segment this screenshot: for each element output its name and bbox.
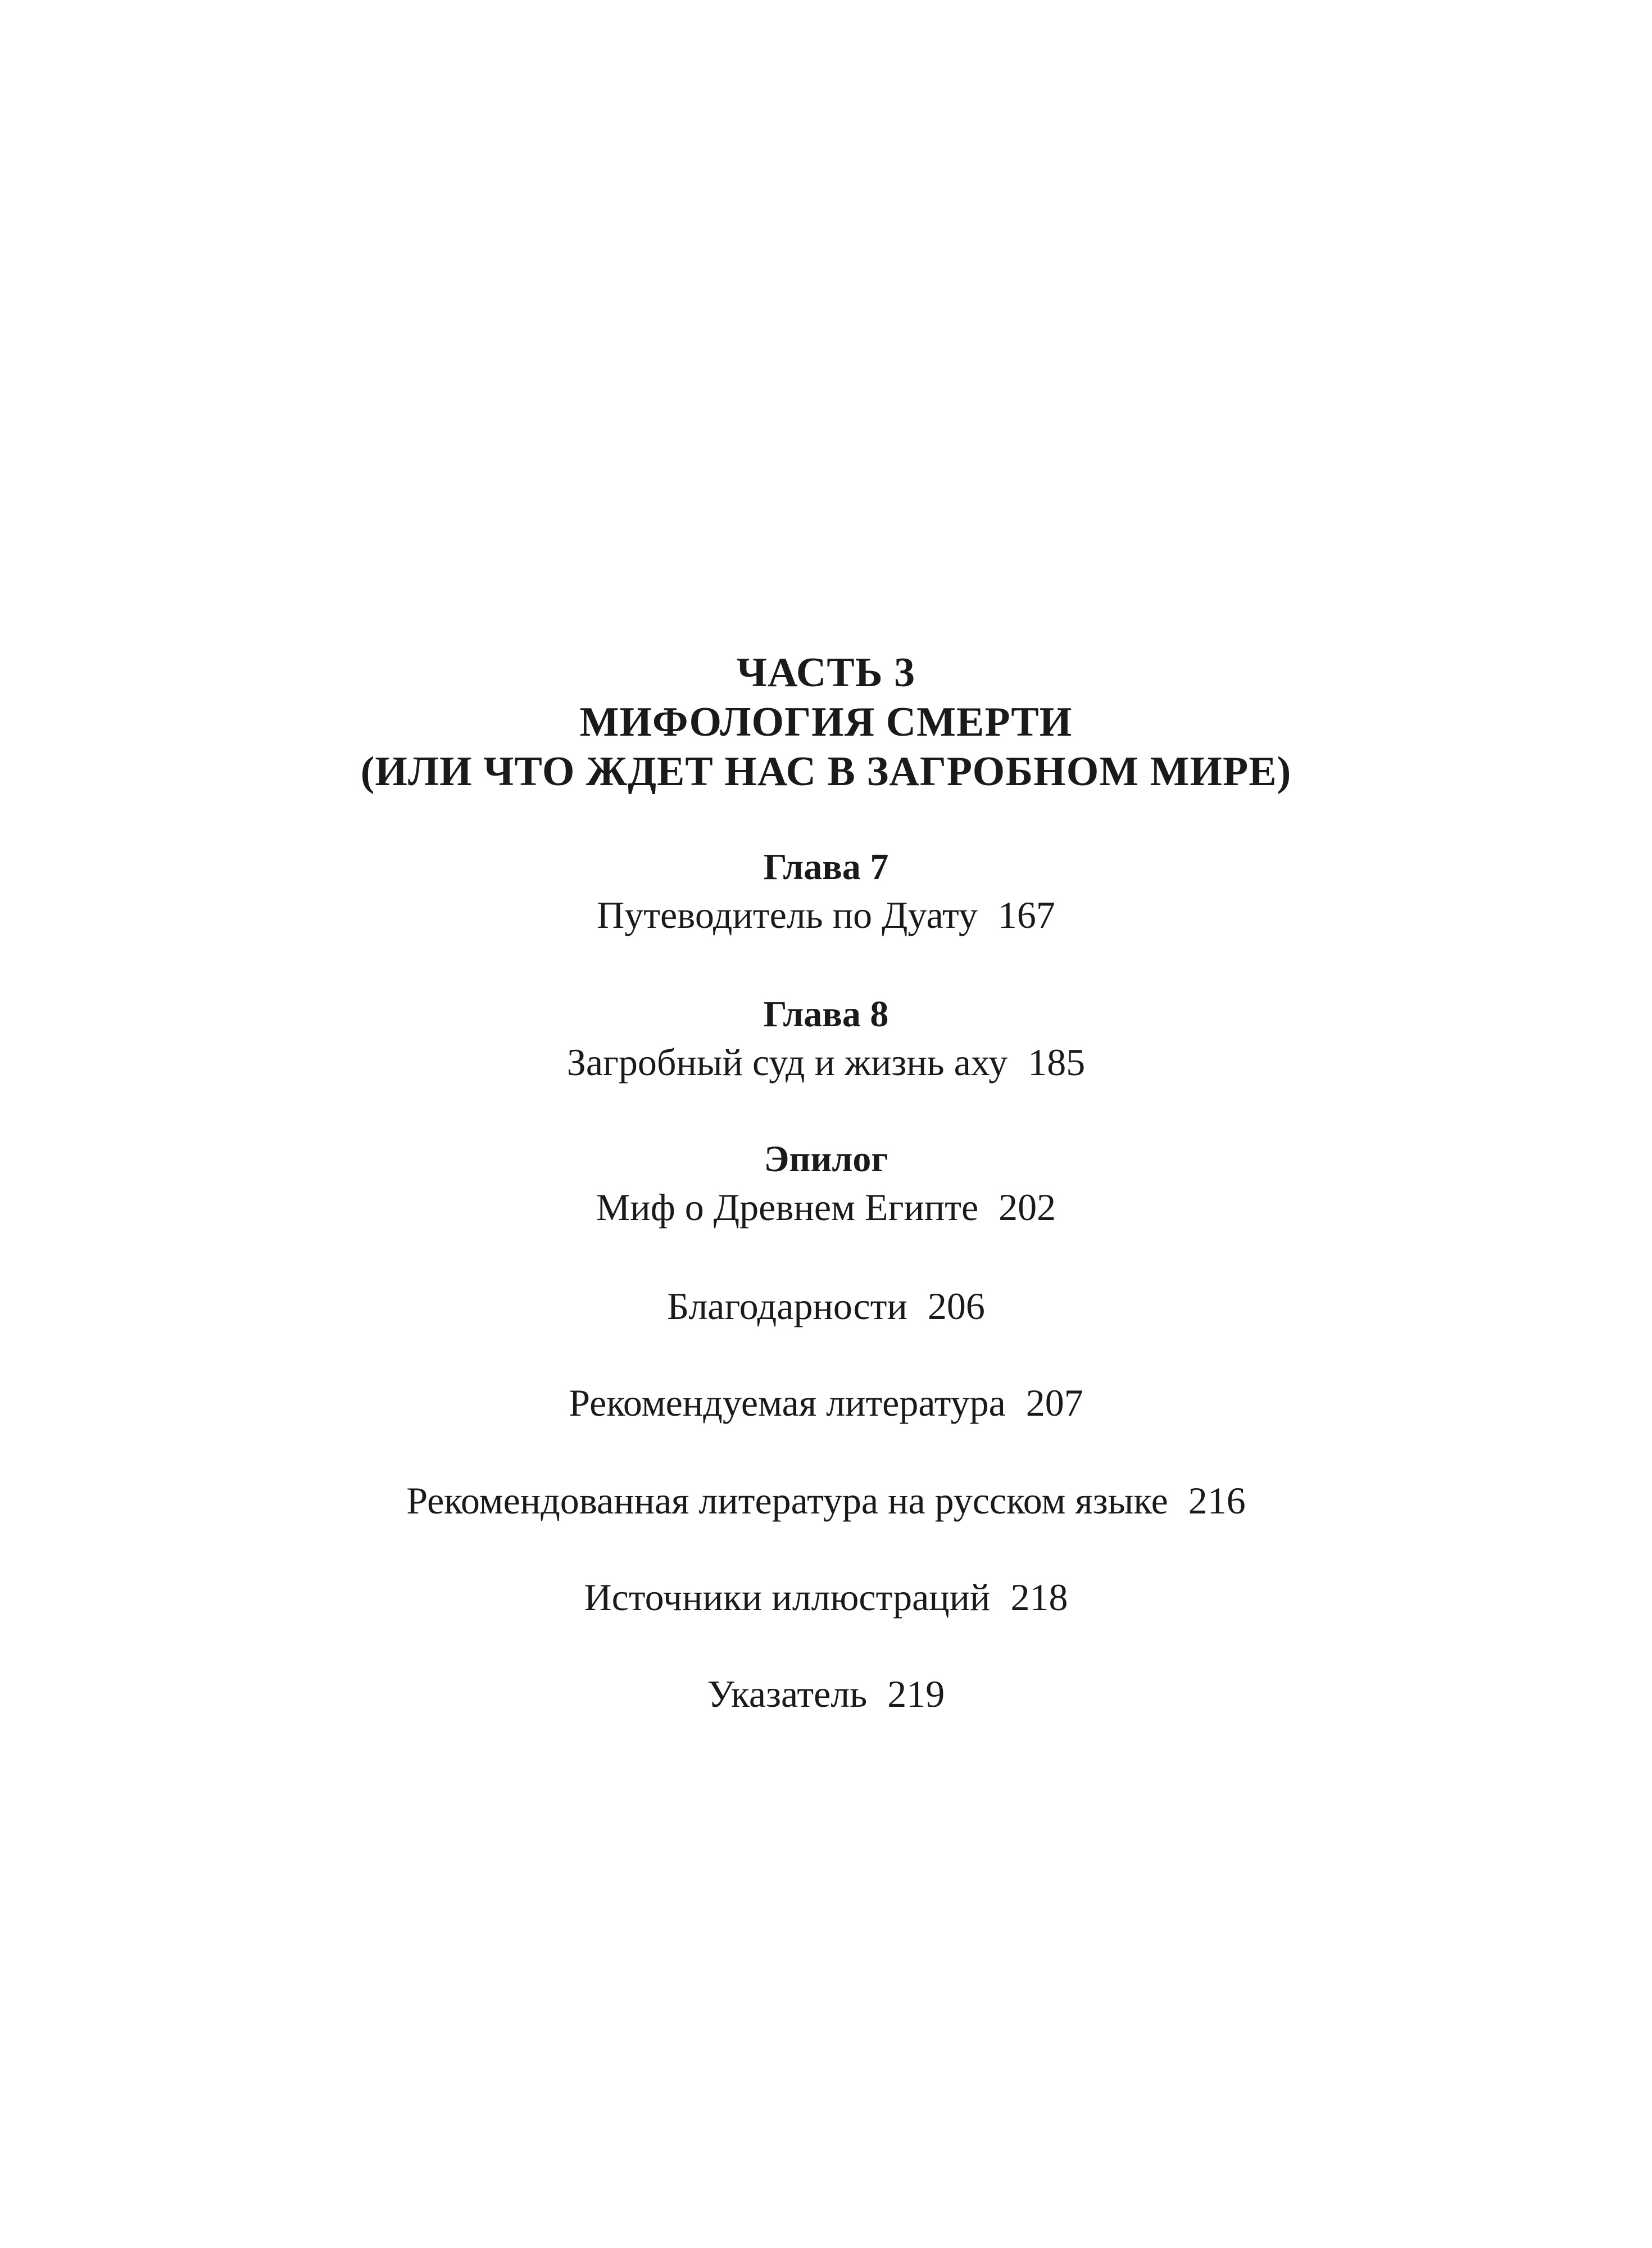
chapter-label: Эпилог: [764, 1139, 888, 1180]
toc-entry-title: Рекомендуемая литература: [569, 1381, 1006, 1424]
toc-entry[interactable]: [0, 896, 1652, 934]
toc-entry[interactable]: [0, 1287, 1652, 1325]
chapter-label: Глава 7: [763, 846, 889, 887]
toc-entry-title: Благодарности: [667, 1285, 907, 1327]
toc-entry-page: 185: [1028, 1041, 1086, 1084]
toc-entry[interactable]: [0, 1186, 1652, 1229]
toc-entry-page: 219: [887, 1673, 945, 1715]
toc-entry[interactable]: [0, 1041, 1652, 1084]
toc-entry-title: Рекомендованная литература на русском языке: [406, 1479, 1168, 1522]
toc-entry-title: Источники иллюстраций: [584, 1576, 991, 1619]
toc-entry-page: 216: [1188, 1479, 1246, 1522]
toc-entry[interactable]: [0, 1675, 1652, 1713]
toc-entry-page: 218: [1010, 1576, 1068, 1619]
part-subtitle: (ИЛИ ЧТО ЖДЕТ НАС В ЗАГРОБНОМ МИРЕ): [360, 749, 1292, 795]
toc-entry-page: 207: [1025, 1381, 1083, 1424]
part-label: ЧАСТЬ 3: [736, 650, 916, 696]
toc-entry-title: Миф о Древнем Египте: [596, 1186, 979, 1229]
toc-entry-title: Загробный суд и жизнь аху: [566, 1041, 1008, 1084]
toc-entry-title: Путеводитель по Дуату: [597, 894, 978, 936]
toc-entry-page: 202: [999, 1186, 1056, 1229]
chapter-label: Глава 8: [763, 994, 889, 1035]
toc-entry[interactable]: [0, 1381, 1652, 1424]
part-title: МИФОЛОГИЯ СМЕРТИ: [579, 699, 1073, 745]
toc-entry-page: 167: [997, 894, 1055, 936]
toc-entry[interactable]: [0, 1576, 1652, 1619]
toc-entry-title: Указатель: [707, 1673, 868, 1715]
toc-entry[interactable]: [0, 1481, 1652, 1520]
toc-entry-page: 206: [927, 1285, 985, 1327]
